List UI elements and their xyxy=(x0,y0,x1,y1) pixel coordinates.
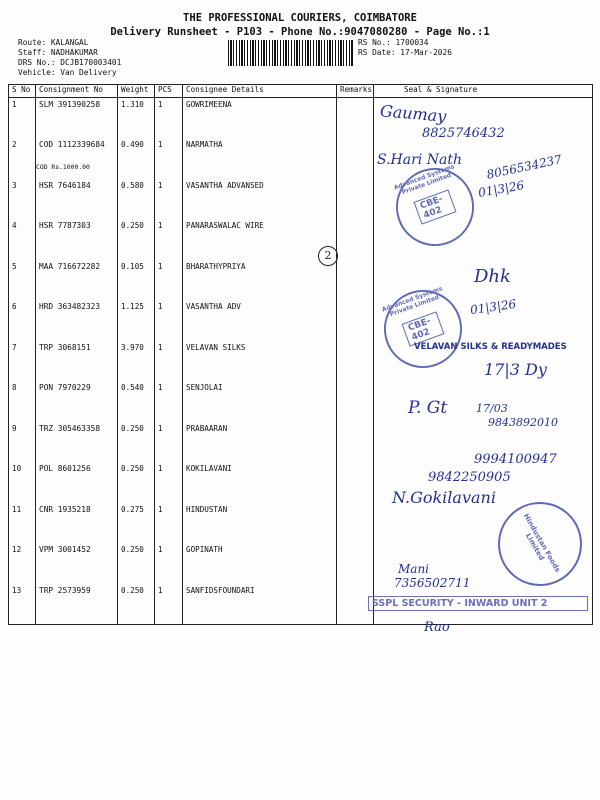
pcs: 1 xyxy=(155,462,183,503)
weight: 0.250 xyxy=(118,219,155,260)
remarks xyxy=(337,503,374,544)
signature-10a: 9842250905 xyxy=(428,470,511,485)
consignee: BHARATHYPRIYA xyxy=(183,260,337,301)
pcs: 1 xyxy=(155,98,183,139)
remark-number: 2 xyxy=(324,249,332,262)
table-row xyxy=(9,219,593,260)
velavan-stamp: VELAVAN SILKS & READYMADES xyxy=(414,342,567,352)
sno: 13 xyxy=(9,584,36,625)
consignment-no xyxy=(36,138,118,179)
consignment-no: PON 7970229 xyxy=(36,381,118,422)
sno: 12 xyxy=(9,543,36,584)
remarks xyxy=(337,543,374,584)
signature-8c: 9843892010 xyxy=(488,416,558,429)
remarks xyxy=(337,381,374,422)
consignee: SENJOLAI xyxy=(183,381,337,422)
remarks xyxy=(337,98,374,139)
runsheet-title: Delivery Runsheet - P103 - Phone No.:9047080280 - Page No.:1 xyxy=(110,26,490,38)
signature-9: 9994100947 xyxy=(474,452,557,467)
consignee: VELAVAN SILKS xyxy=(183,341,337,382)
remark-circle xyxy=(318,246,338,266)
signature-12a: Mani xyxy=(398,562,430,576)
consignment-no: VPM 3001452 xyxy=(36,543,118,584)
consignment-no: POL 8601256 xyxy=(36,462,118,503)
weight: 0.250 xyxy=(118,543,155,584)
remarks xyxy=(337,138,374,179)
signature-6b: 01|3|26 xyxy=(469,296,518,318)
col-consignee: Consignee Details xyxy=(183,85,337,98)
sno: 2 xyxy=(9,138,36,179)
rs-date: RS Date: 17-Mar-2026 xyxy=(358,48,452,57)
sno: 5 xyxy=(9,260,36,301)
signature-10b: N.Gokilavani xyxy=(392,488,496,507)
col-remarks: Remarks xyxy=(337,85,374,98)
remarks xyxy=(337,422,374,463)
right-meta xyxy=(358,38,452,58)
signature-1a: Gaumay xyxy=(379,101,448,126)
remarks xyxy=(337,341,374,382)
consignment-no: CNR 1935218 xyxy=(36,503,118,544)
sno: 10 xyxy=(9,462,36,503)
weight: 0.580 xyxy=(118,179,155,220)
consignee: HINDUSTAN xyxy=(183,503,337,544)
consignee: VASANTHA ADV xyxy=(183,300,337,341)
sno: 1 xyxy=(9,98,36,139)
stamp-ring-text: Advanced Systems Private Limited xyxy=(393,163,456,197)
sno: 4 xyxy=(9,219,36,260)
consignment-no: HSR 7646184 xyxy=(36,179,118,220)
stamp-ring-text: Advanced Systems Private Limited xyxy=(381,285,444,319)
col-sno: S No xyxy=(9,85,36,98)
weight: 0.105 xyxy=(118,260,155,301)
stamp-ring-text: Hindustan Foods Limited xyxy=(521,512,562,574)
consignment-no: TRZ 305463358 xyxy=(36,422,118,463)
company-title: THE PROFESSIONAL COURIERS, COIMBATORE xyxy=(183,12,417,24)
consignment-no: TRP 3068151 xyxy=(36,341,118,382)
weight: 1.310 xyxy=(118,98,155,139)
signature-8b: 17/03 xyxy=(476,402,508,415)
rs-number: RS No.: 1700034 xyxy=(358,38,429,47)
remarks xyxy=(337,219,374,260)
consignee: PRABAARAN xyxy=(183,422,337,463)
consignee: GOPINATH xyxy=(183,543,337,584)
staff: Staff: NADHAKUMAR xyxy=(18,48,98,57)
remarks xyxy=(337,179,374,220)
pcs: 1 xyxy=(155,341,183,382)
pcs: 1 xyxy=(155,260,183,301)
pcs: 1 xyxy=(155,381,183,422)
col-seal: Seal & Signature xyxy=(374,85,593,98)
signature-13: Rao xyxy=(424,620,450,635)
table-row xyxy=(9,98,593,139)
pcs: 1 xyxy=(155,422,183,463)
signature-1b: 8825746432 xyxy=(422,126,505,141)
weight: 0.275 xyxy=(118,503,155,544)
weight: 1.125 xyxy=(118,300,155,341)
sno: 8 xyxy=(9,381,36,422)
consignee: VASANTHA ADVANSED xyxy=(183,179,337,220)
col-weight: Weight xyxy=(118,85,155,98)
col-pcs: PCS xyxy=(155,85,183,98)
consignee: SANFIDSFOUNDARI xyxy=(183,584,337,625)
remarks xyxy=(337,260,374,301)
sno: 3 xyxy=(9,179,36,220)
sno: 9 xyxy=(9,422,36,463)
signature-12b: 7356502711 xyxy=(394,576,471,590)
weight: 0.250 xyxy=(118,584,155,625)
left-meta xyxy=(18,38,121,78)
signature-2a: S.Hari Nath xyxy=(377,152,462,168)
consignment-no: SLM 391390258 xyxy=(36,98,118,139)
consignment-no: TRP 2573959 xyxy=(36,584,118,625)
pcs: 1 xyxy=(155,503,183,544)
consignee: GOWRIMEENA xyxy=(183,98,337,139)
pcs: 1 xyxy=(155,543,183,584)
consignee: PANARASWALAC WIRE xyxy=(183,219,337,260)
table-header xyxy=(9,85,593,98)
sno: 7 xyxy=(9,341,36,382)
sno: 11 xyxy=(9,503,36,544)
consignment-no: MAA 716672282 xyxy=(36,260,118,301)
weight: 0.250 xyxy=(118,462,155,503)
pcs: 1 xyxy=(155,179,183,220)
weight: 3.970 xyxy=(118,341,155,382)
pcs: 1 xyxy=(155,138,183,179)
pcs: 1 xyxy=(155,300,183,341)
weight: 0.540 xyxy=(118,381,155,422)
pcs: 1 xyxy=(155,219,183,260)
remarks xyxy=(337,300,374,341)
signature-8a: P. Gt xyxy=(408,398,448,418)
consignment-no: HRD 363482323 xyxy=(36,300,118,341)
col-consignment: Consignment No xyxy=(36,85,118,98)
remarks xyxy=(337,462,374,503)
security-stamp: SSPL SECURITY - INWARD UNIT 2 xyxy=(368,596,588,611)
signature-2b: 8056534237 xyxy=(485,152,563,182)
weight: 0.490 xyxy=(118,138,155,179)
consignment-no: HSR 7787303 xyxy=(36,219,118,260)
vehicle: Vehicle: Van Delivery xyxy=(18,68,117,77)
pcs: 1 xyxy=(155,584,183,625)
signature-6a: Dhk xyxy=(474,266,511,287)
barcode xyxy=(228,40,354,66)
consignee: NARMATHA xyxy=(183,138,337,179)
signature-3: 01|3|26 xyxy=(477,178,526,200)
stamp-code: CBE-402 xyxy=(414,189,457,224)
drs-number: DRS No.: DCJB170003401 xyxy=(18,58,122,67)
cod-amount: COD Rs.1000.00 xyxy=(36,163,90,171)
route: Route: KALANGAL xyxy=(18,38,89,47)
stamp-code: CBE-402 xyxy=(402,311,445,346)
weight: 0.250 xyxy=(118,422,155,463)
signature-7: 17|3 Dy xyxy=(484,360,547,379)
consignee: KOKILAVANI xyxy=(183,462,337,503)
consignment-number: COD 1112339684 xyxy=(39,140,105,149)
sno: 6 xyxy=(9,300,36,341)
